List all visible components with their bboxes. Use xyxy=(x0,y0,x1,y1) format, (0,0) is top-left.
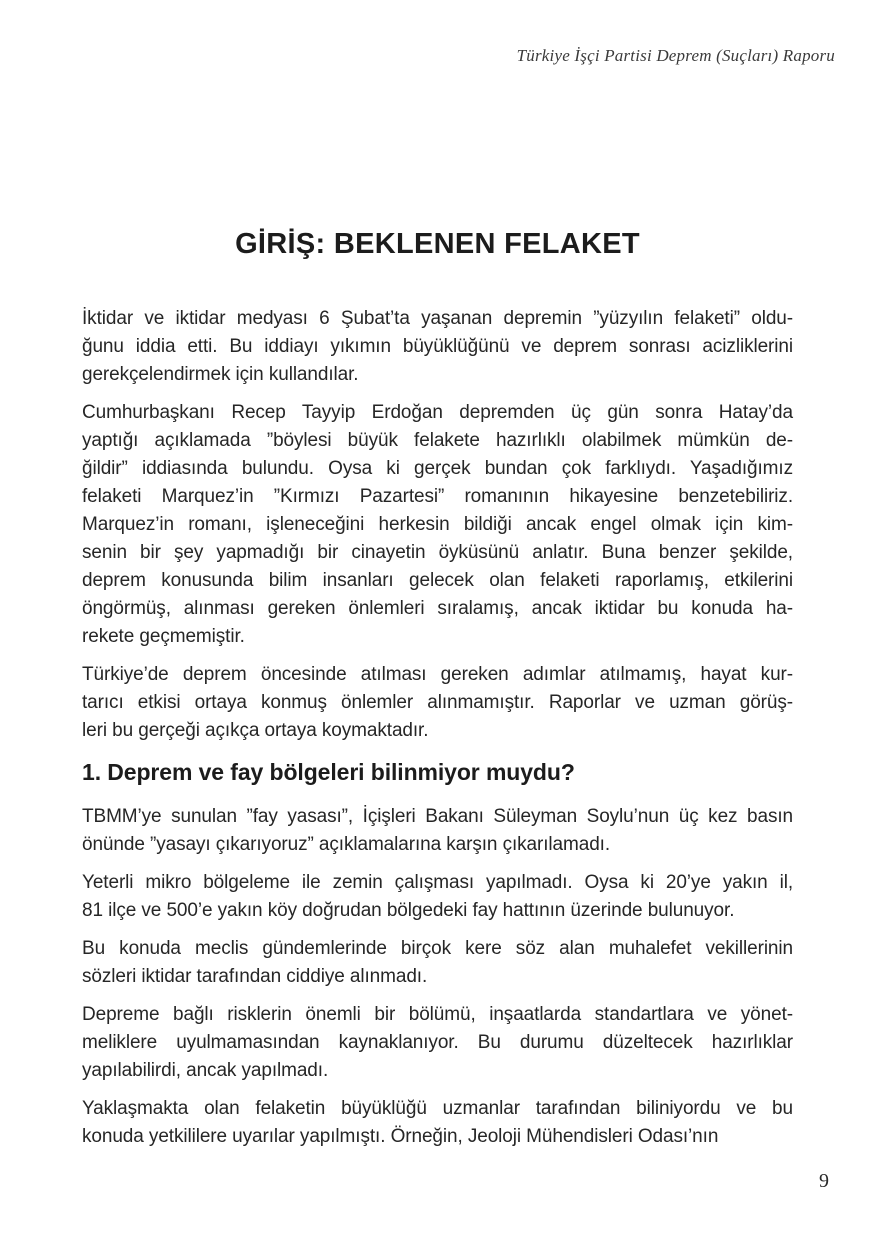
paragraph-line: leri bu gerçeği açıkça ortaya koymaktadır. xyxy=(82,720,429,741)
paragraph-line: TBMM’ye sunulan ”fay yasası”, İçişleri Bakanı Süleyman Soylu’nun üç kez basın xyxy=(82,806,793,827)
paragraph xyxy=(82,1095,793,1151)
paragraph-line: senin bir şey yapmadığı bir cinayetin öyküsünü anlatır. Buna benzer şekilde, xyxy=(82,542,793,563)
paragraph-line: Yaklaşmakta olan felaketin büyüklüğü uzmanlar tarafından biliniyordu ve bu xyxy=(82,1098,793,1119)
paragraph-line: Marquez’in romanı, işleneceğini herkesin bildiği ancak engel olmak için kim- xyxy=(82,514,793,535)
paragraph-line: Yeterli mikro bölgeleme ile zemin çalışması yapılmadı. Oysa ki 20’ye yakın il, xyxy=(82,872,793,893)
running-header: Türkiye İşçi Partisi Deprem (Suçları) Raporu xyxy=(516,46,835,65)
section-heading: 1. Deprem ve fay bölgeleri bilinmiyor muydu? xyxy=(82,759,575,785)
paragraph-line: rekete geçmemiştir. xyxy=(82,626,245,647)
page-title: GİRİŞ: BEKLENEN FELAKET xyxy=(235,228,640,260)
paragraph-line: gerekçelendirmek için kullandılar. xyxy=(82,364,359,385)
paragraph-line: 81 ilçe ve 500’e yakın köy doğrudan bölgedeki fay hattının üzerinde bulunuyor. xyxy=(82,900,735,921)
paragraph-line: deprem konusunda bilim insanları gelecek olan felaketi raporlamış, etkilerini xyxy=(82,570,793,591)
paragraph-line: yapılabilirdi, ancak yapılmadı. xyxy=(82,1060,329,1081)
paragraph-line: sözleri iktidar tarafından ciddiye alınmadı. xyxy=(82,966,428,987)
paragraph-line: Türkiye’de deprem öncesinde atılması gereken adımlar atılmamış, hayat kur- xyxy=(82,664,793,685)
paragraph-line: öngörmüş, alınması gereken önlemleri sıralamış, ancak iktidar bu konuda ha- xyxy=(82,598,793,619)
paragraph-line: konuda yetkililere uyarılar yapılmıştı. Örneğin, Jeoloji Mühendisleri Odası’nın xyxy=(82,1126,719,1147)
content-blocks xyxy=(82,305,793,1151)
paragraph-line: Cumhurbaşkanı Recep Tayyip Erdoğan depremden üç gün sonra Hatay’da xyxy=(82,402,793,423)
paragraph-line: felaketi Marquez’in ”Kırmızı Pazartesi” romanının hikayesine benzetebiliriz. xyxy=(82,486,793,507)
paragraph-line: tarıcı etkisi ortaya konmuş önlemler alınmamıştır. Raporlar ve uzman görüş- xyxy=(82,692,793,713)
paragraph-line: yaptığı açıklamada ”böylesi büyük felakete hazırlıklı olabilmek mümkün de- xyxy=(82,430,793,451)
paragraph xyxy=(82,661,793,745)
paragraph xyxy=(82,399,793,651)
paragraph-line: Bu konuda meclis gündemlerinde birçok kere söz alan muhalefet vekillerinin xyxy=(82,938,793,959)
paragraph xyxy=(82,305,793,389)
paragraph-line: ğunu iddia etti. Bu iddiayı yıkımın büyüklüğünü ve deprem sonrası acizliklerini xyxy=(82,336,793,357)
paragraph-line: İktidar ve iktidar medyası 6 Şubat’ta yaşanan depremin ”yüzyılın felaketi” oldu- xyxy=(82,308,793,329)
main-column xyxy=(82,228,793,1161)
paragraph-line: önünde ”yasayı çıkarıyoruz” açıklamalarına karşın çıkarılamadı. xyxy=(82,834,611,855)
paragraph xyxy=(82,869,793,925)
paragraph-line: meliklere uyulmamasından kaynaklanıyor. Bu durumu düzeltecek hazırlıklar xyxy=(82,1032,793,1053)
paragraph xyxy=(82,935,793,991)
paragraph-line: ğildir” iddiasında bulundu. Oysa ki gerçek bundan çok farklıydı. Yaşadığımız xyxy=(82,458,793,479)
paragraph xyxy=(82,1001,793,1085)
paragraph xyxy=(82,803,793,859)
page-number: 9 xyxy=(819,1170,829,1192)
paragraph-line: Depreme bağlı risklerin önemli bir bölümü, inşaatlarda standartlara ve yönet- xyxy=(82,1004,793,1025)
